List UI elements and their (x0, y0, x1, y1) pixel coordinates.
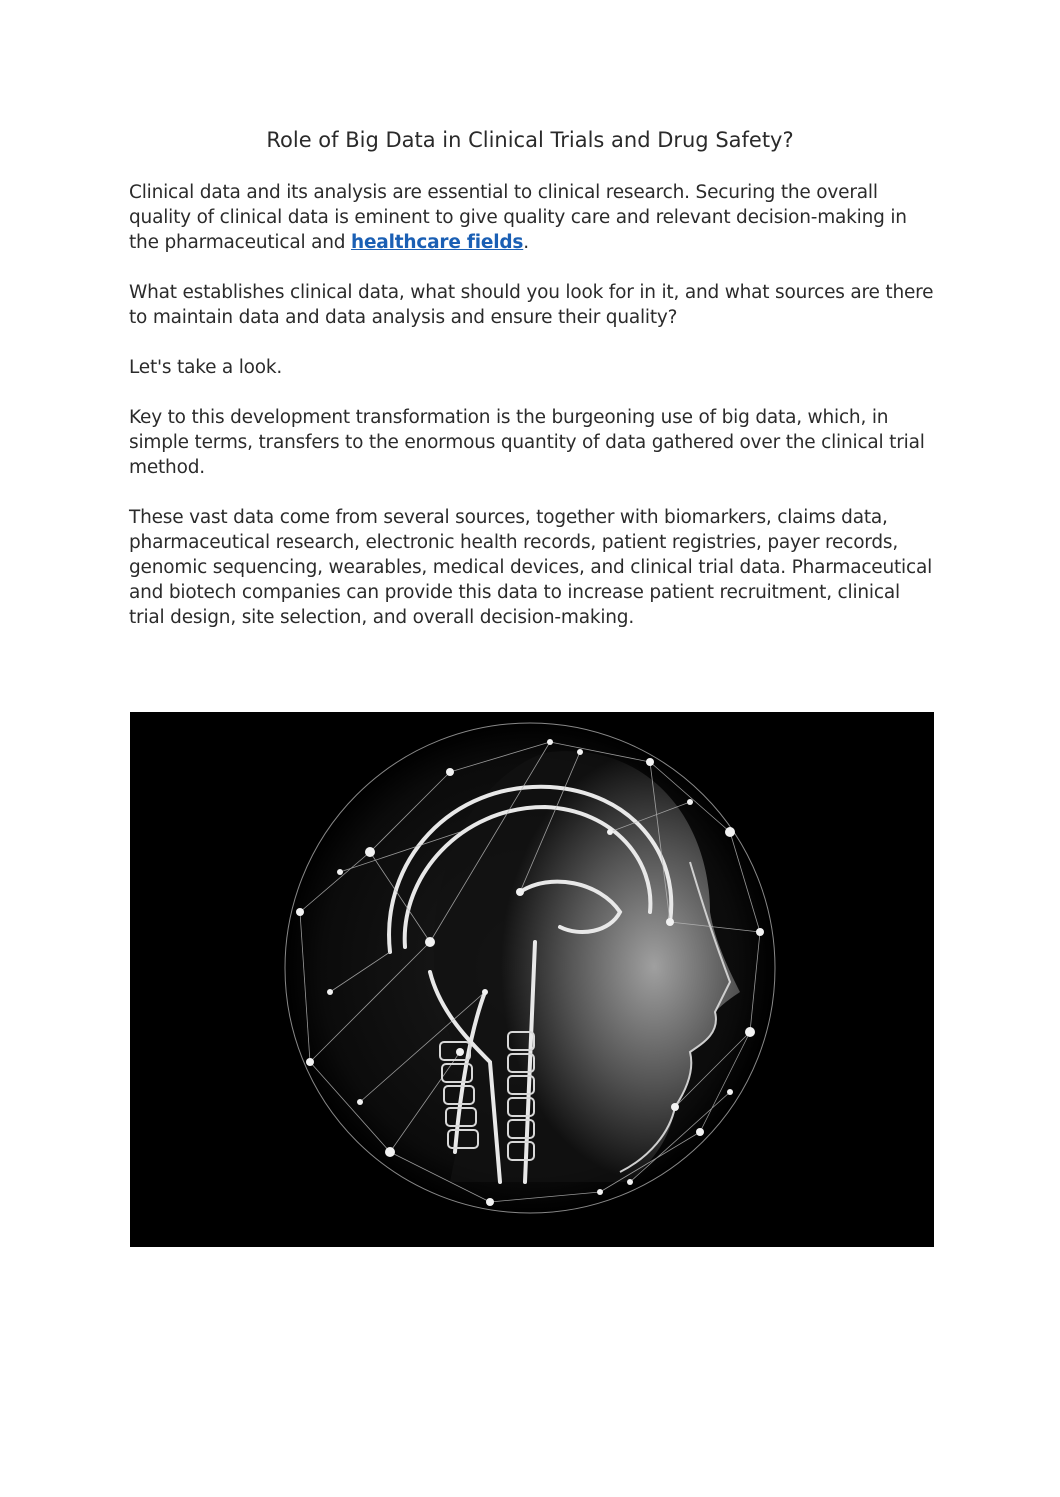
paragraph-data-sources: These vast data come from several sources, together with biomarkers, claims data, pharmaceutical research, electronic health records, patient registries, payer records, genomic sequencing, wearables, medical devices, and clinical trial data. Pharmaceutical and biotech companies can provide this data to increase patient recruitment, clinical trial design, site selection, and overall decision-making. (129, 507, 933, 628)
paragraph-lets-look: Let's take a look. (129, 357, 283, 378)
healthcare-fields-link[interactable]: healthcare fields (350, 232, 524, 253)
paragraph-key-transformation: Key to this development transformation is the burgeoning use of big data, which, in simple terms, transfers to the enormous quantity of data gathered over the clinical trial method. (129, 407, 925, 478)
paragraph-intro-text: Clinical data and its analysis are essential to clinical research. Securing the overall quality of clinical data is eminent to give quality care and relevant decision-making in the pharmaceutical and (129, 182, 907, 253)
document-body (129, 180, 934, 655)
paragraph-question: What establishes clinical data, what should you look for in it, and what sources are there to maintain data and data analysis and ensure their quality? (129, 282, 934, 328)
paragraph-intro-end: . (523, 232, 529, 253)
paragraph-intro (129, 180, 934, 255)
document-title: Role of Big Data in Clinical Trials and Drug Safety? (266, 128, 794, 152)
brain-network-illustration (130, 712, 934, 1247)
